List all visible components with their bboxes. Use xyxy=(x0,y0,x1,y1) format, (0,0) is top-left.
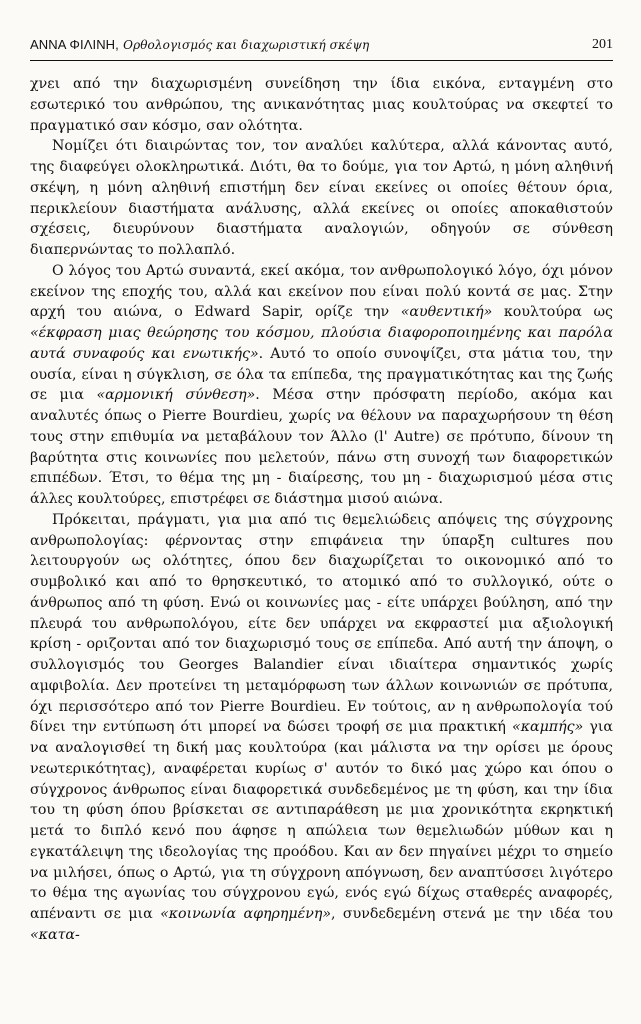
paragraph xyxy=(30,74,613,136)
running-head xyxy=(30,37,369,53)
italic-quote: «κοινωνία αφηρημένη» xyxy=(160,906,332,922)
page-number: 201 xyxy=(592,37,613,52)
paragraph xyxy=(30,510,613,946)
paragraph xyxy=(30,136,613,261)
text-run: Πρόκειται, πράγματι, για μια από τις θεμελιώδεις απόψεις της σύγχρονης ανθρωπολογίας: φέρνοντας στην επιφάνεια την ύπαρξη cultures που λειτουργούν ως ολότητες, όπου δεν διαχωρίζεται το οικονομικό από το συμβολικό και από το θρησκευτικό, το ατομικό από το συλλογικό, ούτε ο άνθρωπος από τη φύση. Ενώ οι κοινωνίες μας - είτε υπάρχει βούληση, από την πλευρά του ανθρωπολόγου, είτε δεν υπάρχει να εκφραστεί μια αξιολογική κρίση - οριζονται από τον διαχωρισμό τους σε επίπεδα. Από αυτή την άποψη, ο συλλογισμός του Georges Balandier είναι ιδιαίτερα σημαντικός χωρίς αμφιβολία. Δεν προτείνει τη μεταμόρφωση των άλλων κοινωνιών σε πρότυπα, όχι περισσότερο από τον Pierre Bourdieu. Εν τούτοις, αν η ανθρωπολογία τού δίνει την εντύπωση ότι μπορεί να δώσει τροφή σε μια πρακτική xyxy=(30,511,613,736)
text-run: , συνδεδεμένη στενά με την ιδέα του xyxy=(331,906,613,922)
header-author: ΑΝΝΑ ΦΙΛΙΝΗ, xyxy=(30,37,119,52)
paragraph xyxy=(30,261,613,510)
header-title: Ορθολογισμός και διαχωριστική σκέψη xyxy=(123,38,370,52)
italic-quote: «έκφραση μιας θεώρησης του κόσμου, πλούσια διαφοροποιημένης και παρόλα αυτά συναφούς και ενωτικής» xyxy=(30,325,613,362)
text-run: Ο λόγος του Αρτώ συναντά, εκεί ακόμα, τον ανθρωπολογικό λόγο, όχι μόνον εκείνον της εποχής του, αλλά και εκείνον που είναι πολύ κοντά σε μας. Στην αρχή του αιώνα, ο Edward Sapir, ορίζε την xyxy=(30,262,613,321)
body-text xyxy=(30,74,613,946)
italic-quote: «κατα- xyxy=(30,926,80,943)
italic-quote: «αυθεντική» xyxy=(400,304,493,321)
text-run: κουλτούρα ως xyxy=(492,304,613,321)
text-run: για να αναλογισθεί τη δική μας κουλτούρα (και μάλιστα να την ορίσει με όρους νεωτερικότητας), αναφέρεται κυρίως σ' αυτόν το δικό μας χώρο και όπου ο σύγχρονος άνθρωπος είναι διαφορετικά συνδεδεμένος με τη φύση, και την ίδια του τη φύση όπου βρίσκεται σε αντιπαράθεση με μια χρονικότητα εκρηκτική μετά το διπλό κενό που άφησε η απώλεια των θεμελιωδών μύθων και η εγκατάλειψη της ιδεολογίας της προόδου. Και αν δεν πηγαίνει μέχρι το σημείο να μιλήσει, όπως ο Αρτώ, για τη σύγχρονη απόγνωση, δεν αναπτύσσει λιγότερο το θέμα της αγωνίας του σύγχρονου εγώ, ενός εγώ δίχως σταθερές αναφορές, απέναντι σε μια xyxy=(30,719,613,922)
text-run: . Αυτό το οποίο συνοψίζει, στα μάτια του, την ουσία, είναι η σύγκλιση, σε όλα τα επίπεδα, της πραγματικότητας και της ζωής σε μια xyxy=(30,345,614,404)
text-run: Νομίζει ότι διαιρώντας τον, τον αναλύει καλύτερα, αλλά κάνοντας αυτό, της διαφεύγει ολοκληρωτικά. Διότι, θα το δούμε, για τον Αρτώ, η μόνη αληθινή σκέψη, η μόνη αληθινή επιστήμη δεν είναι εκείνες οι οποίες θέτουν όρια, περικλείουν διαστήματα ανάλυσης, αλλά εκείνες οι οποίες αποκαθιστούν σχέσεις, διευρύνουν διαστήματα αναλογιών, οδηγούν σε σύνθεση διαπερνώντας το πολλαπλό. xyxy=(30,138,613,258)
text-run: . Μέσα στην πρόσφατη περίοδο, ακόμα και αναλυτές όπως ο Pierre Bourdieu, χωρίς να θέλουν να παραχωρήσουν τη θέση τους στην επιθυμία να μεταβάλουν τον Άλλο (l' Autre) σε πρότυπο, δίνουν τη βαρύτητα στις κοινωνίες που μελετούν, πάνω στη συνοχή των διαφορετικών επιπέδων. Έτσι, το θέμα της μη - διαίρεσης, του μη - διαχωρισμού μέσα στις άλλες κουλτούρες, επιστρέφει σε διάστημα μισού αιώνα. xyxy=(30,387,614,507)
italic-quote: «καμπής» xyxy=(512,719,584,736)
text-run: χνει από την διαχωρισμένη συνείδηση την ίδια εικόνα, ενταγμένη στο εσωτερικό του ανθρώπου, της ανικανότητας μιας κουλτούρας να σκεφτεί το πραγματικό σαν κόσμο, σαν ολότητα. xyxy=(30,76,613,134)
running-header xyxy=(30,34,613,61)
italic-quote: «αρμονική σύνθεση» xyxy=(96,387,256,404)
